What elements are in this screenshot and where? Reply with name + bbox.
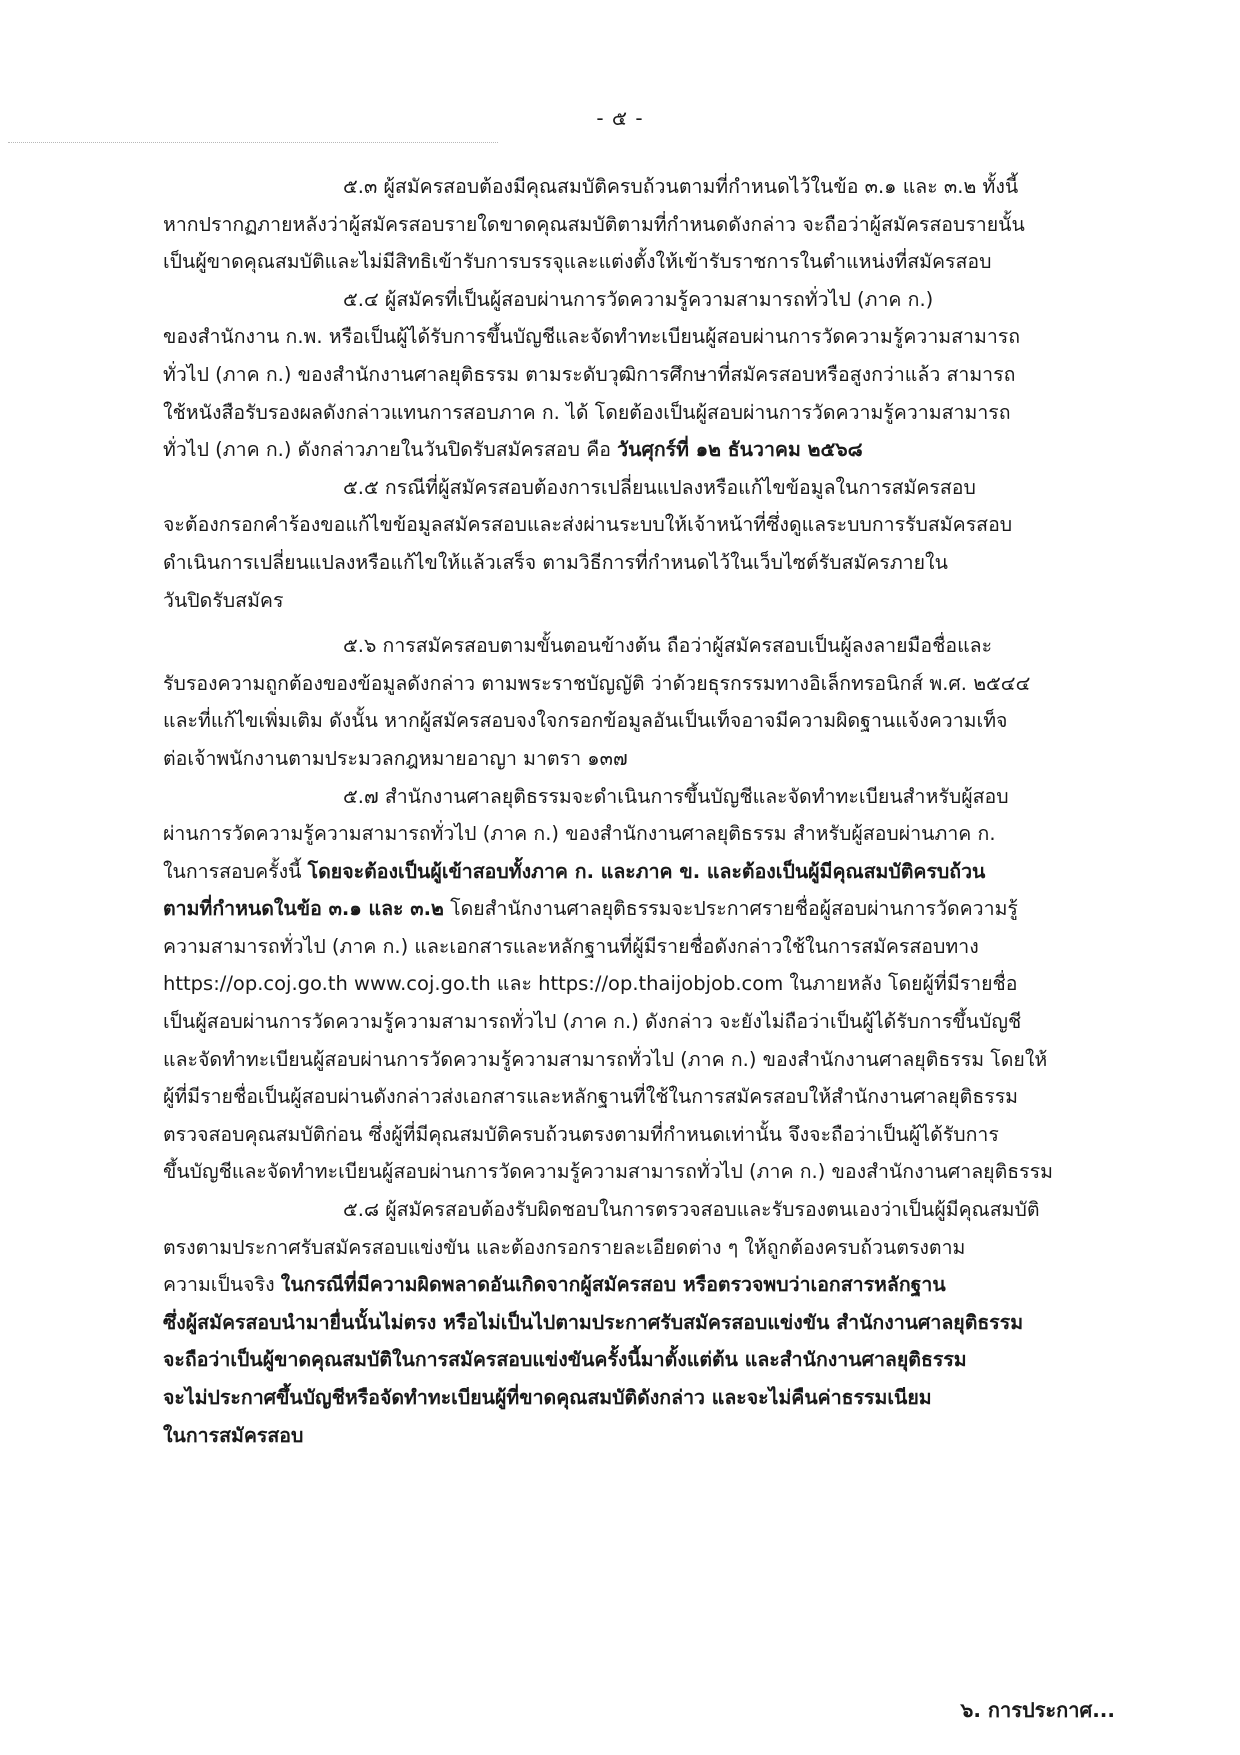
paragraph-line: จะต้องกรอกคำร้องขอแก้ไขข้อมูลสมัครสอบและส่งผ่านระบบให้เจ้าหน้าที่ซึ่งดูแลระบบการรับสมัครสอบ (163, 513, 1013, 537)
paragraph-line: ตรงตามประกาศรับสมัครสอบแข่งขัน และต้องกรอกรายละเอียดต่าง ๆ ให้ถูกต้องครบถ้วนตรงตาม (163, 1235, 966, 1259)
paragraph-line: หากปรากฏภายหลังว่าผู้สมัครสอบรายใดขาดคุณสมบัติตามที่กำหนดดังกล่าว จะถือว่าผู้สมัครสอบรายนั้น (163, 212, 1025, 236)
line-text: ทั่วไป (ภาค ก.) ดังกล่าวภายในวันปิดรับสมัครสอบ คือ (163, 438, 618, 462)
continuation-marker: ๖. การประกาศ... (960, 1698, 1115, 1722)
paragraph-line: ตรวจสอบคุณสมบัติก่อน ซึ่งผู้ที่มีคุณสมบัติครบถ้วนตรงตามที่กำหนดเท่านั้น จึงจะถือว่าเป็นผู้ได้รับการ (163, 1122, 999, 1146)
paragraph-line: ๕.๓ ผู้สมัครสอบต้องมีคุณสมบัติครบถ้วนตามที่กำหนดไว้ในข้อ ๓.๑ และ ๓.๒ ทั้งนี้ (343, 175, 1019, 198)
paragraph-line: ผ่านการวัดความรู้ความสามารถทั่วไป (ภาค ก.) ของสำนักงานศาลยุติธรรม สำหรับผู้สอบผ่านภาค ก. (163, 822, 996, 846)
section-5-3 (163, 168, 1118, 281)
emphasis-text: โดยจะต้องเป็นผู้เข้าสอบทั้งภาค ก. และภาค ข. และต้องเป็นผู้มีคุณสมบัติครบถ้วน (307, 859, 986, 883)
paragraph-line: ขึ้นบัญชีและจัดทำทะเบียนผู้สอบผ่านการวัดความรู้ความสามารถทั่วไป (ภาค ก.) ของสำนักงานศาลยุติธรรม (163, 1160, 1053, 1184)
paragraph-line (163, 1266, 1118, 1304)
paragraph-line: ต่อเจ้าพนักงานตามประมวลกฎหมายอาญา มาตรา ๑๓๗ (163, 746, 628, 770)
paragraph-line (163, 853, 1118, 891)
scan-artifact-rule (8, 142, 498, 143)
paragraph-line: เป็นผู้ขาดคุณสมบัติและไม่มีสิทธิเข้ารับการบรรจุและแต่งตั้งให้เข้ารับราชการในตำแหน่งที่สมัครสอบ (163, 250, 992, 274)
paragraph-line: ของสำนักงาน ก.พ. หรือเป็นผู้ได้รับการขึ้นบัญชีและจัดทำทะเบียนผู้สอบผ่านการวัดความรู้ความสามารถ (163, 325, 1021, 349)
paragraph-line: วันปิดรับสมัคร (163, 588, 284, 612)
paragraph-line: ๕.๔ ผู้สมัครที่เป็นผู้สอบผ่านการวัดความรู้ความสามารถทั่วไป (ภาค ก.) (343, 287, 934, 311)
paragraph-line: ผู้ที่มีรายชื่อเป็นผู้สอบผ่านดังกล่าวส่งเอกสารและหลักฐานที่ใช้ในการสมัครสอบให้สำนักงานศาลยุติธรรม (163, 1085, 1019, 1109)
closing-date: วันศุกร์ที่ ๑๒ ธันวาคม ๒๕๖๘ (617, 438, 863, 462)
line-text: ในการสอบครั้งนี้ (163, 859, 308, 883)
paragraph-line: จะถือว่าเป็นผู้ขาดคุณสมบัติในการสมัครสอบแข่งขันครั้งนี้มาตั้งแต่ต้น และสำนักงานศาลยุติธรรม (163, 1348, 967, 1372)
emphasis-text: ตามที่กำหนดในข้อ ๓.๑ และ ๓.๒ (163, 897, 444, 921)
paragraph-line: ทั่วไป (ภาค ก.) ของสำนักงานศาลยุติธรรม ตามระดับวุฒิการศึกษาที่สมัครสอบหรือสูงกว่าแล้ว สามารถ (163, 362, 1016, 386)
paragraph-line: ซึ่งผู้สมัครสอบนำมายื่นนั้นไม่ตรง หรือไม่เป็นไปตามประกาศรับสมัครสอบแข่งขัน สำนักงานศาลยุติธรรม (163, 1310, 1024, 1334)
paragraph-line: ความสามารถทั่วไป (ภาค ก.) และเอกสารและหลักฐานที่ผู้มีรายชื่อดังกล่าวใช้ในการสมัครสอบทาง (163, 934, 979, 958)
document-body (163, 168, 1118, 1454)
paragraph-line (163, 890, 1118, 928)
paragraph-line: ในการสมัครสอบ (163, 1423, 304, 1447)
section-5-5 (163, 469, 1118, 619)
paragraph-line: เป็นผู้สอบผ่านการวัดความรู้ความสามารถทั่วไป (ภาค ก.) ดังกล่าว จะยังไม่ถือว่าเป็นผู้ได้รับการขึ้นบัญชี (163, 1010, 1022, 1034)
line-text: ความเป็นจริง (163, 1273, 281, 1297)
paragraph-line: จะไม่ประกาศขึ้นบัญชีหรือจัดทำทะเบียนผู้ที่ขาดคุณสมบัติดังกล่าว และจะไม่คืนค่าธรรมเนียม (163, 1386, 932, 1409)
paragraph-line: ๕.๕ กรณีที่ผู้สมัครสอบต้องการเปลี่ยนแปลงหรือแก้ไขข้อมูลในการสมัครสอบ (343, 475, 976, 499)
paragraph-line: ดำเนินการเปลี่ยนแปลงหรือแก้ไขให้แล้วเสร็จ ตามวิธีการที่กำหนดไว้ในเว็บไซต์รับสมัครภายใน (163, 550, 948, 574)
paragraph-line: ๕.๗ สำนักงานศาลยุติธรรมจะดำเนินการขึ้นบัญชีและจัดทำทะเบียนสำหรับผู้สอบ (343, 784, 1009, 808)
section-5-7 (163, 778, 1118, 1192)
emphasis-text: ในกรณีที่มีความผิดพลาดอันเกิดจากผู้สมัครสอบ หรือตรวจพบว่าเอกสารหลักฐาน (280, 1273, 946, 1297)
section-5-4 (163, 281, 1118, 469)
paragraph-line: ๕.๖ การสมัครสอบตามขั้นตอนข้างต้น ถือว่าผู้สมัครสอบเป็นผู้ลงลายมือชื่อและ (343, 634, 993, 658)
paragraph-line: ใช้หนังสือรับรองผลดังกล่าวแทนการสอบภาค ก. ได้ โดยต้องเป็นผู้สอบผ่านการวัดความรู้ความสามารถ (163, 400, 1011, 424)
paragraph-line (163, 431, 1118, 469)
paragraph-line-urls: https://op.coj.go.th www.coj.go.th และ https://op.thaijobjob.com ในภายหลัง โดยผู้ที่มีรายชื่อ (163, 972, 1018, 996)
paragraph-line: ๕.๘ ผู้สมัครสอบต้องรับผิดชอบในการตรวจสอบและรับรองตนเองว่าเป็นผู้มีคุณสมบัติ (343, 1198, 1040, 1222)
page-number: - ๕ - (596, 106, 644, 130)
paragraph-line: รับรองความถูกต้องของข้อมูลดังกล่าว ตามพระราชบัญญัติ ว่าด้วยธุรกรรมทางอิเล็กทรอนิกส์ พ.ศ. ๒๕๔๔ (163, 671, 1031, 695)
paragraph-line: และที่แก้ไขเพิ่มเติม ดังนั้น หากผู้สมัครสอบจงใจกรอกข้อมูลอันเป็นเท็จอาจมีความผิดฐานแจ้งความเท็จ (163, 709, 1008, 733)
paragraph-line: และจัดทำทะเบียนผู้สอบผ่านการวัดความรู้ความสามารถทั่วไป (ภาค ก.) ของสำนักงานศาลยุติธรรม โดยให้ (163, 1047, 1048, 1071)
line-text: โดยสำนักงานศาลยุติธรรมจะประกาศรายชื่อผู้สอบผ่านการวัดความรู้ (443, 897, 1018, 921)
section-5-8 (163, 1191, 1118, 1454)
section-5-6 (163, 627, 1118, 777)
